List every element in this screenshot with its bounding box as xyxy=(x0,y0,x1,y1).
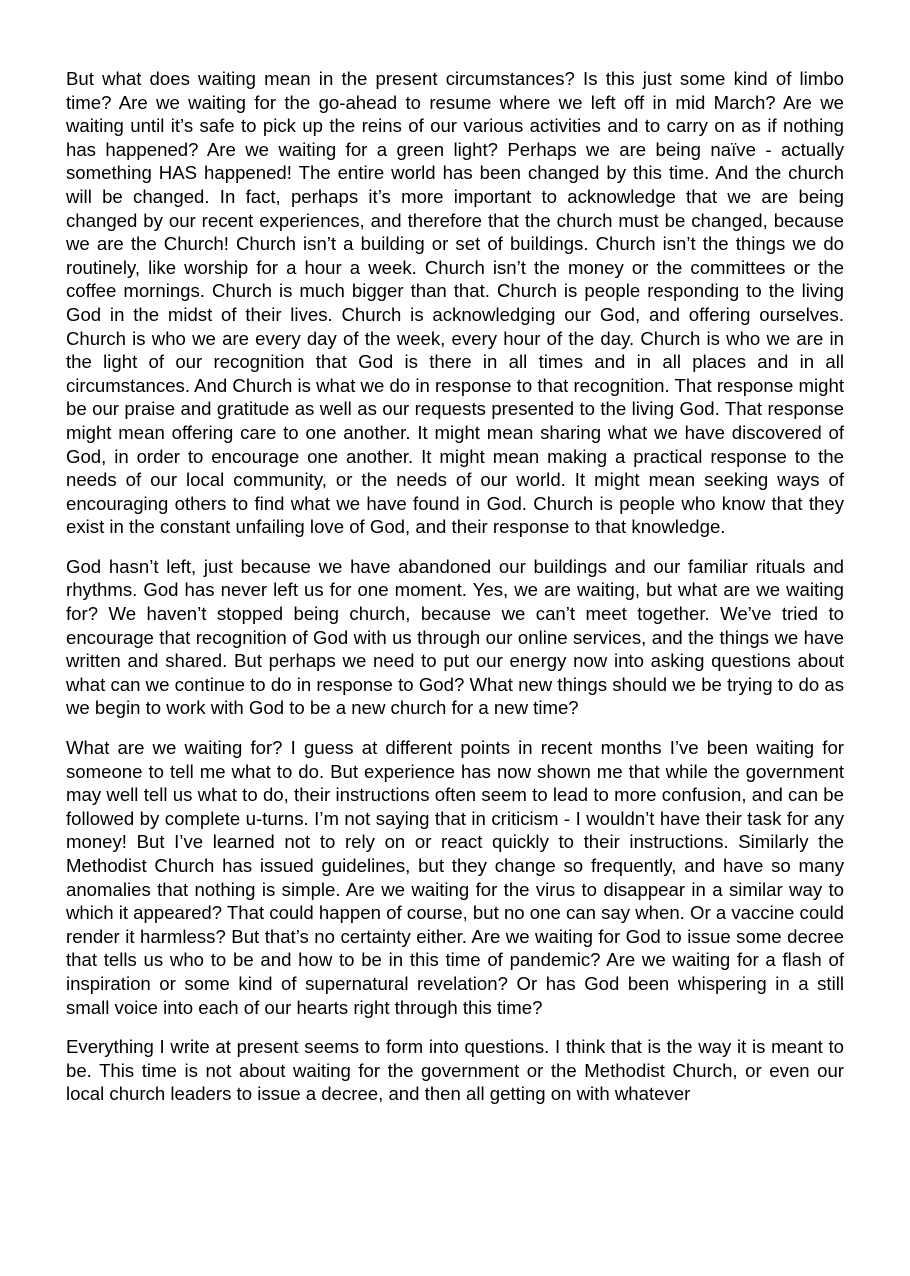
document-body xyxy=(66,67,844,1122)
paragraph-waiting-meaning: But what does waiting mean in the present circumstances? Is this just some kind of limbo time? Are we waiting for the go-ahead to resume where we left off in mid March? Are we waiting until it’s safe to pick up the reins of our various activities and to carry on as if nothing has happened? Are we waiting for a green light? Perhaps we are being naïve - actually something HAS happened! The entire world has been changed by this time. And the church will be changed. In fact, perhaps it’s more important to acknowledge that we are being changed by our recent experiences, and therefore that the church must be changed, because we are the Church! Church isn’t a building or set of buildings. Church isn’t the things we do routinely, like worship for a hour a week. Church isn’t the money or the committees or the coffee mornings. Church is much bigger than that. Church is people responding to the living God in the midst of their lives. Church is acknowledging our God, and offering ourselves. Church is who we are every day of the week, every hour of the day. Church is who we are in the light of our recognition that God is there in all times and in all places and in all circumstances. And Church is what we do in response to that recognition. That response might be our praise and gratitude as well as our requests presented to the living God. That response might mean offering care to one another. It might mean sharing what we have discovered of God, in order to encourage one another. It might mean making a practical response to the needs of our local community, or the needs of our world. It might mean seeking ways of encouraging others to find what we have found in God. Church is people who know that they exist in the constant unfailing love of God, and their response to that knowledge. xyxy=(66,68,844,538)
paragraph-everything-questions: Everything I write at present seems to form into questions. I think that is the way it is meant to be. This time is not about waiting for the government or the Methodist Church, or even our local church leaders to issue a decree, and then all getting on with whatever xyxy=(66,1036,844,1105)
paragraph-what-are-we-waiting-for: What are we waiting for? I guess at different points in recent months I’ve been waiting for someone to tell me what to do. But experience has now shown me that while the government may well tell us what to do, their instructions often seem to lead to more confusion, and can be followed by complete u-turns. I’m not saying that in criticism - I wouldn’t have their task for any money! But I’ve learned not to rely on or react quickly to their instructions. Similarly the Methodist Church has issued guidelines, but they change so frequently, and have so many anomalies that nothing is simple. Are we waiting for the virus to disappear in a similar way to which it appeared? That could happen of course, but no one can say when. Or a vaccine could render it harmless? But that’s no certainty either. Are we waiting for God to issue some decree that tells us who to be and how to be in this time of pandemic? Are we waiting for a flash of inspiration or some kind of supernatural revelation? Or has God been whispering in a still small voice into each of our hearts right through this time? xyxy=(66,737,844,1018)
paragraph-god-hasnt-left: God hasn’t left, just because we have abandoned our buildings and our familiar rituals and rhythms. God has never left us for one moment. Yes, we are waiting, but what are we waiting for? We haven’t stopped being church, because we can’t meet together. We’ve tried to encourage that recognition of God with us through our online services, and the things we have written and shared. But perhaps we need to put our energy now into asking questions about what can we continue to do in response to God? What new things should we be trying to do as we begin to work with God to be a new church for a new time? xyxy=(66,555,844,719)
